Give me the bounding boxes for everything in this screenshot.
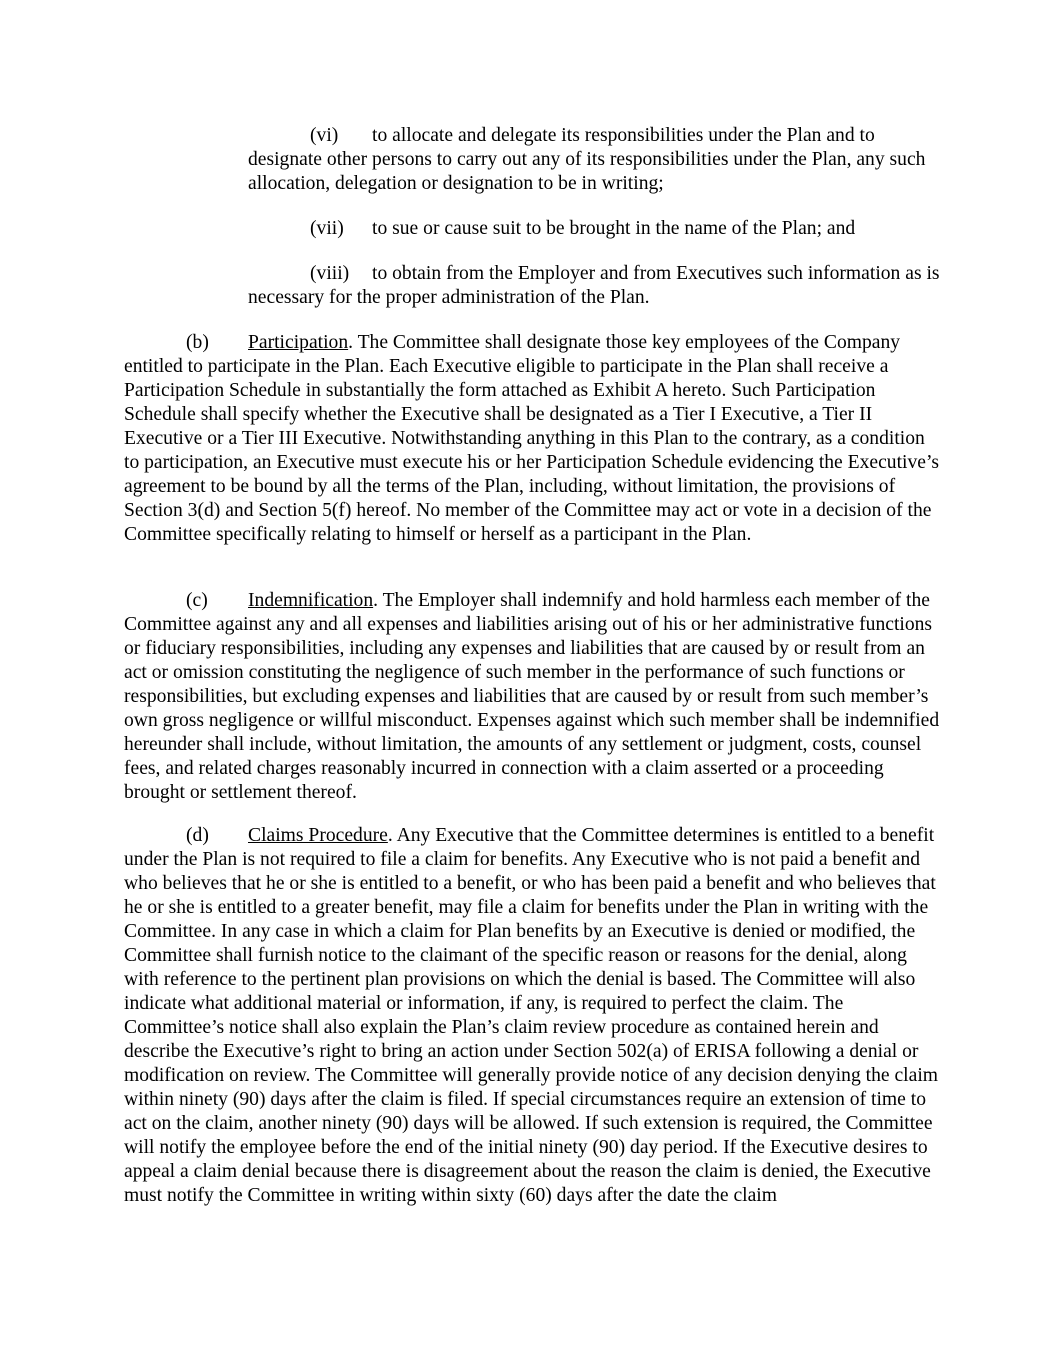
subitem-number: (viii) [310,263,350,284]
section-body: . Any Executive that the Committee determines is entitled to a benefit under the Plan is not required to file a claim for benefits. Any Executive who is not paid a benefit and who believes that he or she is entitled to a benefit, or who has been paid a benefit and who believes that he or she is entitled to a greater benefit, may file a claim for benefits under the Plan in writing with the Committee. In any case in which a claim for Plan benefits by an Executive is denied or modified, the Committee shall furnish notice to the claimant of the specific reason or reasons for the denial, along with reference to the pertinent plan provisions on which the denial is based. The Committee will also indicate what additional material or information, if any, is required to perfect the claim. The Committee’s notice shall also explain the Plan’s claim review procedure as contained herein and describe the Executive’s right to bring an action under Section 502(a) of ERISA following a denial or modification on review. The Committee will generally provide notice of any decision denying the claim within ninety (90) days after the claim is filed. If special circumstances require an extension of time to act on the claim, another ninety (90) days will be allowed. If such extension is required, the Committee will notify the employee before the end of the initial ninety (90) day period. If the Executive desires to appeal a claim denial because there is disagreement about the reason the claim is denied, the Executive must notify the Committee in writing within sixty (60) days after the date the claim [124,825,939,1206]
section-heading: Indemnification [248,590,374,611]
section-label: (d) [186,825,209,846]
section-indemnification [124,589,944,805]
section-heading: Participation [248,332,349,353]
section-body: . The Employer shall indemnify and hold harmless each member of the Committee against any and all expenses and liabilities arising out of his or her administrative functions or fiduciary responsibilities, including any expenses and liabilities that are caused by or result from an act or omission constituting the negligence of such member in the performance of such functions or responsibilities, but excluding expenses and liabilities that are caused by or result from such member’s own gross negligence or willful misconduct. Expenses against which such member shall be indemnified hereunder shall include, without limitation, the amounts of any settlement or judgment, costs, counsel fees, and related charges reasonably incurred in connection with a claim asserted or a proceeding brought or settlement thereof. [124,590,940,803]
section-label: (b) [186,332,209,353]
subitem-text: to obtain from the Employer and from Executives such information as is necessary for the proper administration of the Plan. [248,263,940,308]
section-claims-procedure [124,824,944,1208]
subitem-number: (vii) [310,218,344,239]
subitem-viii [248,262,948,310]
section-heading: Claims Procedure [248,825,388,846]
section-participation [124,331,944,547]
subitem-text: to allocate and delegate its responsibilities under the Plan and to designate other persons to carry out any of its responsibilities under the Plan, any such allocation, delegation or designation to be in writing; [248,125,926,194]
section-body: . The Committee shall designate those key employees of the Company entitled to participate in the Plan. Each Executive eligible to participate in the Plan shall receive a Participation Schedule in substantially the form attached as Exhibit A hereto. Such Participation Schedule shall specify whether the Executive shall be designated as a Tier I Executive, a Tier II Executive or a Tier III Executive. Notwithstanding anything in this Plan to the contrary, as a condition to participation, an Executive must execute his or her Participation Schedule evidencing the Executive’s agreement to be bound by all the terms of the Plan, including, without limitation, the provisions of Section 3(d) and Section 5(f) hereof. No member of the Committee may act or vote in a decision of the Committee specifically relating to himself or herself as a participant in the Plan. [124,332,940,545]
subitem-number: (vi) [310,125,339,146]
subitem-vii [248,217,948,241]
section-label: (c) [186,590,208,611]
subitem-vi [248,124,948,196]
subitem-text: to sue or cause suit to be brought in the name of the Plan; and [372,218,856,239]
